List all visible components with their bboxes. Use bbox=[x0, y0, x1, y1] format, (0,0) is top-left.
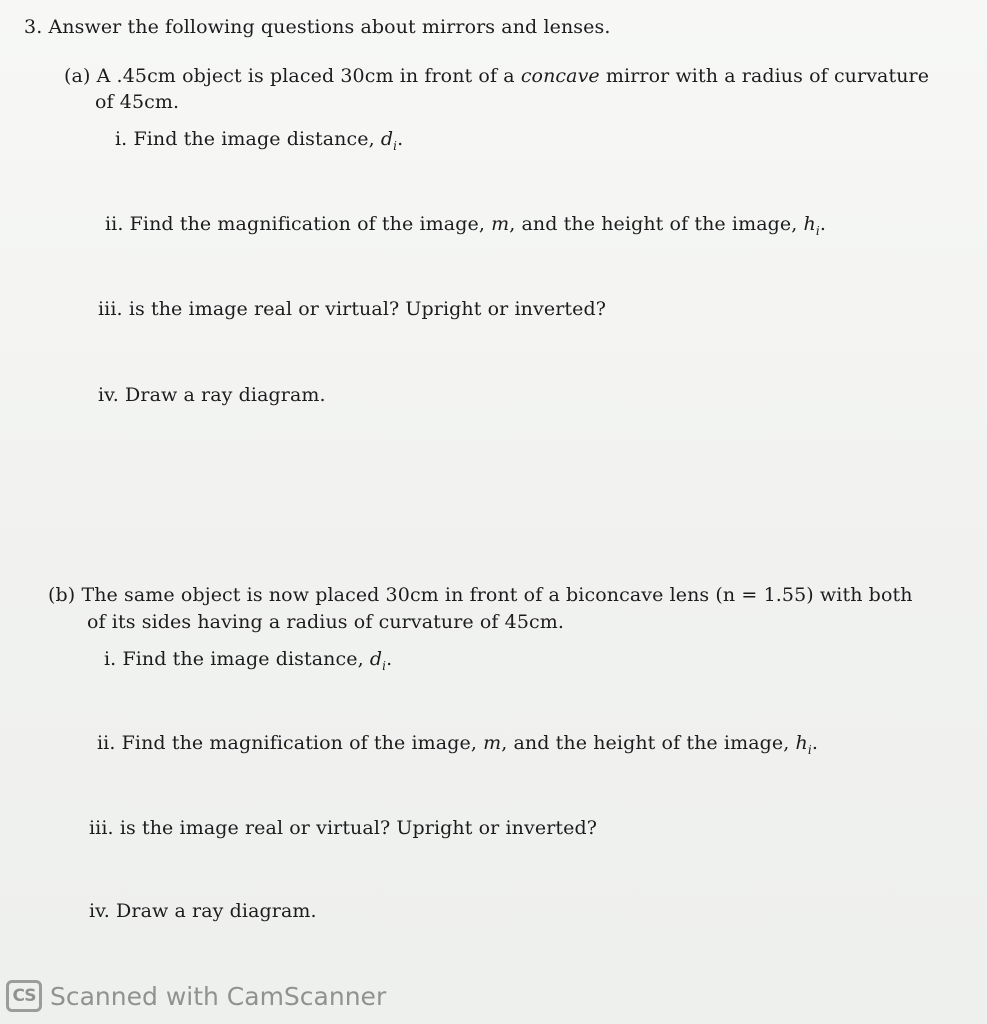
item-label: iv. bbox=[89, 900, 110, 922]
part-a-item-iii bbox=[98, 298, 606, 320]
part-a-item-i bbox=[115, 128, 403, 153]
part-a-text-em: concave bbox=[520, 65, 600, 87]
item-var: d bbox=[369, 648, 383, 670]
part-b-text-1: The same object is now placed 30cm in front of a biconcave lens (n = 1.55) with both bbox=[81, 584, 913, 606]
camscanner-watermark bbox=[6, 976, 386, 1016]
question-number: 3. bbox=[24, 16, 43, 38]
part-b-item-iii bbox=[89, 817, 597, 839]
question-title: Answer the following questions about mirrors and lenses. bbox=[48, 16, 611, 38]
item-var: d bbox=[380, 128, 394, 150]
item-var: h bbox=[795, 732, 808, 754]
item-label: i. bbox=[115, 128, 128, 150]
part-b-item-ii bbox=[97, 732, 818, 757]
item-text: is the image real or virtual? Upright or inverted? bbox=[128, 298, 607, 320]
item-label: i. bbox=[104, 648, 117, 670]
item-text: Find the magnification of the image, bbox=[121, 732, 484, 754]
item-text: Find the image distance, bbox=[122, 648, 370, 670]
item-end: . bbox=[397, 128, 404, 150]
question-header bbox=[24, 16, 611, 38]
camscanner-text: Scanned with CamScanner bbox=[50, 981, 387, 1011]
item-label: ii. bbox=[97, 732, 116, 754]
item-text: is the image real or virtual? Upright or inverted? bbox=[119, 817, 598, 839]
item-var: h bbox=[803, 213, 816, 235]
part-a-text-line-2: of 45cm. bbox=[95, 91, 180, 113]
part-b-text-line-1 bbox=[48, 584, 913, 606]
part-a-text-pre: A .45cm object is placed 30cm in front of a bbox=[96, 65, 521, 87]
item-var-m: m bbox=[491, 213, 510, 235]
item-label: ii. bbox=[105, 213, 124, 235]
part-a-text-post: mirror with a radius of curvature bbox=[599, 65, 930, 87]
item-mid: , and the height of the image, bbox=[501, 732, 796, 754]
item-text: Find the magnification of the image, bbox=[129, 213, 492, 235]
item-label: iv. bbox=[98, 384, 119, 406]
item-var-m: m bbox=[483, 732, 502, 754]
item-sub: i bbox=[815, 223, 820, 238]
item-label: iii. bbox=[89, 817, 114, 839]
item-end: . bbox=[819, 213, 826, 235]
part-b-text-line-2: of its sides having a radius of curvature of 45cm. bbox=[87, 611, 565, 633]
camscanner-logo-icon: CS bbox=[6, 980, 42, 1012]
part-b-item-i bbox=[104, 648, 392, 673]
part-a-item-ii bbox=[105, 213, 826, 238]
part-a-item-iv bbox=[98, 384, 326, 406]
item-end: . bbox=[386, 648, 393, 670]
item-end: . bbox=[811, 732, 818, 754]
item-sub: i bbox=[382, 658, 387, 673]
part-b-item-iv bbox=[89, 900, 317, 922]
item-label: iii. bbox=[98, 298, 123, 320]
part-a-text-line-1 bbox=[64, 65, 929, 87]
item-text: Draw a ray diagram. bbox=[116, 900, 317, 922]
item-text: Draw a ray diagram. bbox=[125, 384, 326, 406]
part-b-label: (b) bbox=[48, 584, 76, 606]
item-text: Find the image distance, bbox=[133, 128, 381, 150]
part-a-label: (a) bbox=[64, 65, 91, 87]
item-mid: , and the height of the image, bbox=[509, 213, 804, 235]
item-sub: i bbox=[393, 138, 398, 153]
item-sub: i bbox=[807, 742, 812, 757]
